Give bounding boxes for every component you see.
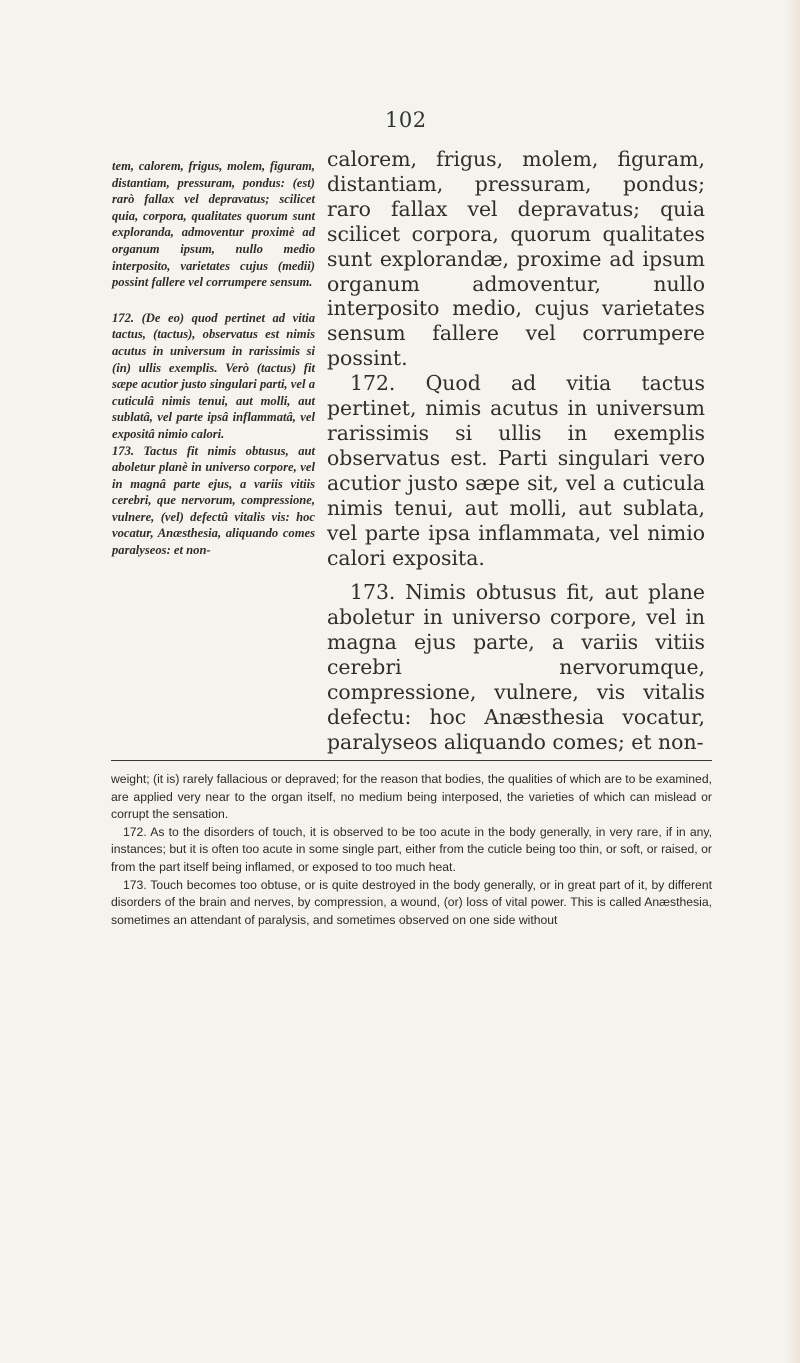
right-paragraph-172: 172. Quod ad vitia tactus pertinet, nimis acutus in universum rarissimis si ullis in exemplis observatus est. Parti singulari vero acutior justo sæpe sit, vel a cuticula nimis tenui, aut molli, aut sublata, vel parte ipsa inflammata, vel nimio calori exposita. <box>327 371 705 570</box>
page-number: 102 <box>385 108 427 132</box>
footnote-paragraph-1: weight; (it is) rarely fallacious or depraved; for the reason that bodies, the qualities of which are to be examined, are applied very near to the organ itself, no medium being interposed, the varieties of which can mislead or corrupt the sensation. <box>111 772 712 822</box>
interlinear-translation-column <box>112 158 315 559</box>
footnote-divider <box>111 760 712 761</box>
right-paragraph-173: 173. Nimis obtusus fit, aut plane aboletur in universo corpore, vel in magna ejus parte, a variis vitiis cerebri nervorumque, compressione, vulnere, vis vitalis defectu: hoc Anæsthesia vocatur, paralyseos aliquando comes; et non- <box>327 580 705 754</box>
page-edge-shading <box>786 0 800 1363</box>
english-translation-footnote <box>111 771 712 929</box>
right-paragraph-1: calorem, frigus, molem, figuram, distantiam, pressuram, pondus; raro fallax vel depravatus; quia scilicet corpora, quorum qualitates sunt explorandæ, proxime ad ipsum organum admoventur, nullo interposito medio, cujus varietates sensum fallere vel corrumpere possint. <box>327 147 705 371</box>
left-paragraph-172: 172. (De eo) quod pertinet ad vitia tactus, (tactus), observatus est nimis acutus in universum in rarissimis si (in) ullis exemplis. Verò (tactus) fit sæpe acutior justo singulari parti, vel a cuticulâ nimis tenui, aut molli, aut sublatâ, vel parte ipsâ inflammatâ, vel expositâ nimio calori. <box>112 310 315 441</box>
latin-text-column <box>327 147 705 755</box>
footnote-paragraph-172: 172. As to the disorders of touch, it is observed to be too acute in the body generally, in very rare, if in any, instances; but it is often too acute in some single part, either from the cuticle being too thin, or soft, or raised, or from the part itself being inflamed, or exposed to too much heat. <box>111 824 712 874</box>
footnote-paragraph-173: 173. Touch becomes too obtuse, or is quite destroyed in the body generally, or in great part of it, by different disorders of the brain and nerves, by compression, a wound, (or) loss of vital power. This is called Anæsthesia, sometimes an attendant of paralysis, and sometimes observed on one side without <box>111 877 712 927</box>
left-paragraph-173: 173. Tactus fit nimis obtusus, aut aboletur planè in universo corpore, vel in magnâ parte ejus, a variis vitiis cerebri, que nervorum, compressione, vulnere, (vel) defectû vitalis vis: hoc vocatur, Anæsthesia, aliquando comes paralyseos: et non- <box>112 443 315 558</box>
left-paragraph-1: tem, calorem, frigus, molem, figuram, distantiam, pressuram, pondus: (est) rarò fallax vel depravatus; scilicet quia, corpora, qualitates quorum sunt exploranda, admoventur proximè ad organum ipsum, nullo medio interposito, varietates cujus (medii) possint fallere vel corrumpere sensum. <box>112 159 315 290</box>
